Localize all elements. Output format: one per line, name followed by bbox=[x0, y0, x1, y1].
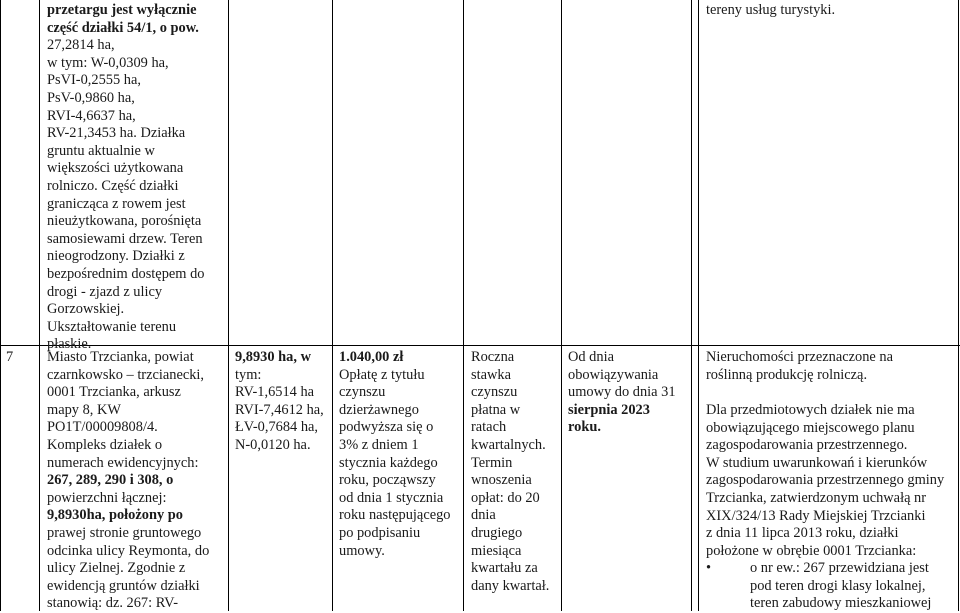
table-border-left bbox=[0, 0, 1, 611]
text-line: wnoszenia bbox=[471, 472, 532, 489]
text-line: 0001 Trzcianka, arkusz bbox=[47, 384, 181, 401]
text-line: położone w obrębie 0001 Trzcianka: bbox=[706, 542, 917, 559]
text-line: W studium uwarunkowań i kierunków bbox=[706, 454, 928, 471]
zoning-description bbox=[706, 402, 944, 560]
text-line: Ukształtowanie terenu bbox=[47, 318, 177, 335]
text-line: bezpośrednim dostępem do bbox=[47, 265, 205, 282]
text-line: PsV-0,9860 ha, bbox=[47, 89, 135, 106]
text-line: pod teren drogi klasy lokalnej, bbox=[750, 577, 926, 594]
table-border-col5 bbox=[561, 0, 562, 611]
rent-amount bbox=[339, 349, 451, 560]
property-purpose bbox=[706, 349, 893, 384]
text-line: RV-21,3453 ha. Działka bbox=[47, 125, 186, 142]
text-line: opłat: do 20 bbox=[471, 489, 540, 506]
zoning-bullet-list bbox=[706, 560, 932, 613]
property-description bbox=[47, 349, 209, 613]
row-continuation-purpose bbox=[706, 2, 835, 20]
bullet-icon: • bbox=[706, 560, 712, 576]
text-line: Dla przedmiotowych działek nie ma bbox=[706, 402, 915, 418]
text-line: stawka bbox=[471, 366, 511, 383]
text-line: Trzcianka, zatwierdzonym uchwałą nr bbox=[706, 489, 927, 506]
text-line: RV-1,6514 ha bbox=[235, 384, 315, 401]
text-line: czynszu bbox=[471, 384, 518, 401]
text-line: stycznia każdego bbox=[339, 454, 438, 471]
text-line: Miasto Trzcianka, powiat bbox=[47, 349, 194, 365]
text-line: część działki 54/1, o pow. bbox=[47, 19, 199, 36]
text-line: teren zabudowy mieszkaniowej bbox=[750, 595, 932, 612]
text-line: RVI-4,6637 ha, bbox=[47, 107, 136, 124]
text-line: granicząca z rowem jest bbox=[47, 195, 186, 212]
text-line: 9,8930ha, położony po bbox=[47, 507, 183, 524]
text-line: Roczna bbox=[471, 349, 515, 365]
text-line: Gorzowskiej. bbox=[47, 301, 125, 318]
text-line: 1.040,00 zł bbox=[339, 349, 404, 365]
table-border-col4 bbox=[463, 0, 464, 611]
text-line: Nieruchomości przeznaczone na bbox=[706, 349, 893, 365]
payment-terms bbox=[471, 349, 549, 595]
text-line: N-0,0120 ha. bbox=[235, 436, 311, 453]
text-line: dzierżawnego bbox=[339, 401, 419, 418]
row-continuation-description bbox=[47, 2, 204, 354]
row-number-text: 7 bbox=[6, 349, 14, 365]
text-line: obowiązującego miejscowego planu bbox=[706, 419, 915, 436]
text-line: płatna w bbox=[471, 401, 521, 418]
text-line: PsVI-0,2555 ha, bbox=[47, 72, 141, 89]
text-line: Opłatę z tytułu bbox=[339, 366, 425, 383]
text-line: ŁV-0,7684 ha, bbox=[235, 419, 319, 436]
table-border-right bbox=[958, 0, 959, 611]
text-line: PO1T/00009808/4. bbox=[47, 419, 158, 436]
table-border-col7 bbox=[698, 0, 699, 611]
text-line: nieogrodzony. Działki z bbox=[47, 248, 185, 265]
text-line: rolniczo. Część działki bbox=[47, 177, 179, 194]
table-border-col3 bbox=[332, 0, 333, 611]
text-line: dnia bbox=[471, 507, 496, 524]
text-line: prawej stronie gruntowego bbox=[47, 524, 202, 541]
text-line: 27,2814 ha, bbox=[47, 37, 115, 54]
text-line: roku. bbox=[568, 419, 601, 436]
text-line: z dnia 11 lipca 2013 roku, działki bbox=[706, 525, 899, 542]
purpose-text: tereny usług turystyki. bbox=[706, 2, 836, 18]
text-line: ratach bbox=[471, 419, 507, 436]
text-line: od dnia 1 stycznia bbox=[339, 489, 444, 506]
text-line: podwyższa się o bbox=[339, 419, 434, 436]
text-line: 267, 289, 290 i 308, o bbox=[47, 472, 174, 489]
text-line: zagospodarowania przestrzennego. bbox=[706, 437, 908, 454]
text-line: ewidencją gruntów działki bbox=[47, 577, 200, 594]
text-line: sierpnia 2023 bbox=[568, 401, 650, 418]
text-line: umowy. bbox=[339, 542, 385, 559]
text-line: nieużytkowana, porośnięta bbox=[47, 213, 202, 230]
text-line: Od dnia bbox=[568, 349, 614, 365]
property-area bbox=[235, 349, 324, 455]
text-line: o nr ew.: 267 przewidziana jest bbox=[750, 560, 929, 576]
text-line: powierzchni łącznej: bbox=[47, 489, 167, 506]
table-border-col1 bbox=[39, 0, 40, 611]
text-line: drogi - zjazd z ulicy bbox=[47, 283, 163, 300]
row-number bbox=[6, 349, 13, 367]
text-line: 3% z dniem 1 bbox=[339, 436, 419, 453]
text-line: Termin bbox=[471, 454, 513, 471]
text-line: czarnkowsko – trzcianecki, bbox=[47, 366, 205, 383]
text-line: obowiązywania bbox=[568, 366, 659, 383]
text-line: numerach ewidencyjnych: bbox=[47, 454, 199, 471]
text-line: zagospodarowania przestrzennego gminy bbox=[706, 472, 945, 489]
lease-period bbox=[568, 349, 676, 437]
text-line: 9,8930 ha, w bbox=[235, 349, 311, 365]
text-line: roślinną produkcję rolniczą. bbox=[706, 366, 868, 383]
table-border-col6 bbox=[691, 0, 692, 611]
text-line: gruntu aktualnie w bbox=[47, 142, 155, 159]
text-line: płaskie. bbox=[47, 336, 92, 353]
text-line: czynszu bbox=[339, 384, 386, 401]
table-border-col2 bbox=[228, 0, 229, 611]
text-line: w tym: W-0,0309 ha, bbox=[47, 54, 169, 71]
text-line: tym: bbox=[235, 366, 262, 383]
text-line: umowy do dnia 31 bbox=[568, 384, 676, 401]
text-line: przetargu jest wyłącznie bbox=[47, 2, 197, 18]
text-line: większości użytkowana bbox=[47, 160, 184, 177]
text-line: kwartału za bbox=[471, 560, 538, 577]
text-line: odcinka ulicy Reymonta, do bbox=[47, 542, 210, 559]
text-line: drugiego bbox=[471, 524, 523, 541]
text-line: miesiąca bbox=[471, 542, 522, 559]
text-line: kwartalnych. bbox=[471, 436, 546, 453]
text-line: stanowią: dz. 267: RV- bbox=[47, 595, 179, 612]
text-line: mapy 8, KW bbox=[47, 401, 121, 418]
text-line: po podpisaniu bbox=[339, 524, 421, 541]
text-line: samosiewami drzew. Teren bbox=[47, 230, 203, 247]
text-line: roku następującego bbox=[339, 507, 451, 524]
text-line: RVI-7,4612 ha, bbox=[235, 401, 324, 418]
text-line: Kompleks działek o bbox=[47, 436, 163, 453]
text-line: dany kwartał. bbox=[471, 577, 550, 594]
text-line: ulicy Zielnej. Zgodnie z bbox=[47, 560, 186, 577]
text-line: XIX/324/13 Rady Miejskiej Trzcianki bbox=[706, 507, 926, 524]
text-line: roku, począwszy bbox=[339, 472, 436, 489]
